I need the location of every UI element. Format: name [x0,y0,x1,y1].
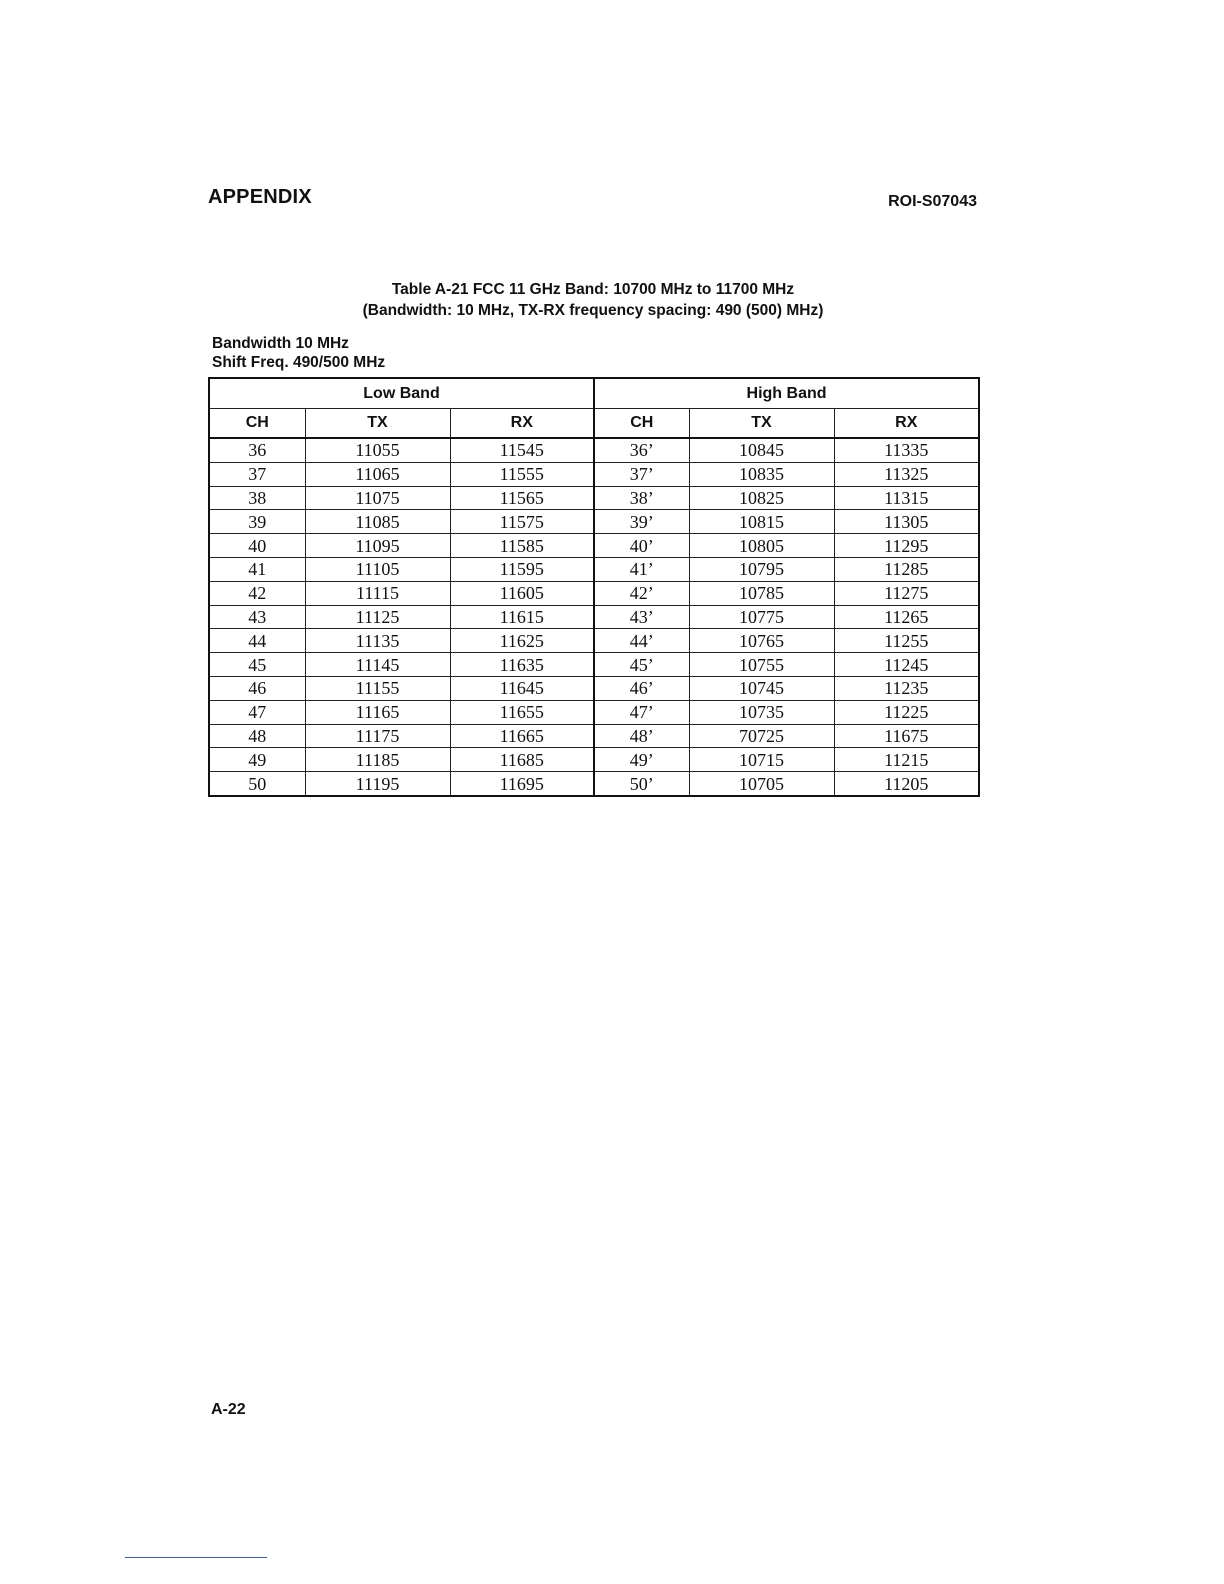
table-cell: 46 [209,676,305,700]
table-cell: 11315 [834,486,979,510]
table-cell: 49’ [594,748,689,772]
table-cell: 11065 [305,462,450,486]
column-header: CH [209,409,305,439]
table-cell: 43’ [594,605,689,629]
table-row [209,438,979,462]
table-row [209,772,979,796]
table-row [209,486,979,510]
table-cell: 10825 [689,486,834,510]
table-cell: 44 [209,629,305,653]
table-cell: 11305 [834,510,979,534]
table-cell: 10735 [689,700,834,724]
table-cell: 11185 [305,748,450,772]
table-cell: 38’ [594,486,689,510]
table-cell: 11205 [834,772,979,796]
table-cell: 37’ [594,462,689,486]
table-body [209,438,979,796]
table-cell: 11625 [450,629,594,653]
table-cell: 11675 [834,724,979,748]
table-cell: 10845 [689,438,834,462]
table-row [209,605,979,629]
table-cell: 11635 [450,653,594,677]
column-header-row [209,409,979,439]
table-cell: 10745 [689,676,834,700]
table-cell: 10815 [689,510,834,534]
table-cell: 11235 [834,676,979,700]
table-cell: 49 [209,748,305,772]
table-cell: 39’ [594,510,689,534]
table-cell: 11275 [834,581,979,605]
table-meta [212,334,385,372]
table-row [209,462,979,486]
table-cell: 36’ [594,438,689,462]
table-cell: 10755 [689,653,834,677]
table-cell: 11155 [305,676,450,700]
footer-divider [125,1557,267,1558]
shift-frequency-label: Shift Freq. 490/500 MHz [212,354,386,371]
table-cell: 39 [209,510,305,534]
section-title: APPENDIX [208,186,312,208]
table-row [209,510,979,534]
band-header-row [209,378,979,409]
table-cell: 45’ [594,653,689,677]
low-band-header: Low Band [209,378,594,409]
table-cell: 48 [209,724,305,748]
table-cell: 11125 [305,605,450,629]
table-cell: 11295 [834,534,979,558]
table-row [209,629,979,653]
table-cell: 11655 [450,700,594,724]
table-cell: 43 [209,605,305,629]
bandwidth-label: Bandwidth 10 MHz [212,335,349,352]
table-cell: 10805 [689,534,834,558]
table-cell: 11585 [450,534,594,558]
table-cell: 10785 [689,581,834,605]
caption-line-1: Table A-21 FCC 11 GHz Band: 10700 MHz to 11700 MHz [391,281,795,298]
document-id: ROI-S07043 [888,193,977,210]
table-cell: 11575 [450,510,594,534]
table-row [209,581,979,605]
table-cell: 11335 [834,438,979,462]
table-caption [208,279,978,321]
table-cell: 42 [209,581,305,605]
column-header: RX [834,409,979,439]
column-header: CH [594,409,689,439]
table-cell: 41 [209,557,305,581]
table-cell: 11565 [450,486,594,510]
table-cell: 50’ [594,772,689,796]
table-row [209,557,979,581]
table-cell: 11665 [450,724,594,748]
table-cell: 10775 [689,605,834,629]
table-cell: 11115 [305,581,450,605]
table-cell: 11165 [305,700,450,724]
table-cell: 47 [209,700,305,724]
table-cell: 10765 [689,629,834,653]
table-row [209,700,979,724]
table-row [209,748,979,772]
table-cell: 10795 [689,557,834,581]
table-cell: 44’ [594,629,689,653]
table-cell: 10835 [689,462,834,486]
table-cell: 11605 [450,581,594,605]
table-cell: 42’ [594,581,689,605]
table-cell: 50 [209,772,305,796]
table-cell: 11555 [450,462,594,486]
table-cell: 11595 [450,557,594,581]
table-cell: 11325 [834,462,979,486]
table-cell: 11145 [305,653,450,677]
table-row [209,676,979,700]
table-row [209,653,979,677]
column-header: RX [450,409,594,439]
table-cell: 38 [209,486,305,510]
caption-line-2: (Bandwidth: 10 MHz, TX-RX frequency spacing: 490 (500) MHz) [362,302,824,319]
page-number: A-22 [211,1401,246,1418]
column-header: TX [689,409,834,439]
table-row [209,534,979,558]
table-cell: 11095 [305,534,450,558]
table-row [209,724,979,748]
table-cell: 11195 [305,772,450,796]
table-cell: 11075 [305,486,450,510]
table-cell: 11255 [834,629,979,653]
table-cell: 11265 [834,605,979,629]
table-cell: 70725 [689,724,834,748]
frequency-table [208,377,980,797]
table-cell: 11645 [450,676,594,700]
table-cell: 47’ [594,700,689,724]
table-cell: 11215 [834,748,979,772]
table-cell: 11685 [450,748,594,772]
table-cell: 11175 [305,724,450,748]
high-band-header: High Band [594,378,979,409]
table-cell: 46’ [594,676,689,700]
table-cell: 11055 [305,438,450,462]
table-cell: 48’ [594,724,689,748]
column-header: TX [305,409,450,439]
table-cell: 11245 [834,653,979,677]
table-cell: 11695 [450,772,594,796]
table-cell: 11545 [450,438,594,462]
table-cell: 11105 [305,557,450,581]
table-cell: 10705 [689,772,834,796]
table-cell: 37 [209,462,305,486]
table-cell: 41’ [594,557,689,581]
table-cell: 36 [209,438,305,462]
table-cell: 40’ [594,534,689,558]
table-cell: 45 [209,653,305,677]
table-cell: 40 [209,534,305,558]
table-cell: 11285 [834,557,979,581]
table-cell: 11085 [305,510,450,534]
table-cell: 11135 [305,629,450,653]
table-cell: 11225 [834,700,979,724]
table-cell: 10715 [689,748,834,772]
table-cell: 11615 [450,605,594,629]
